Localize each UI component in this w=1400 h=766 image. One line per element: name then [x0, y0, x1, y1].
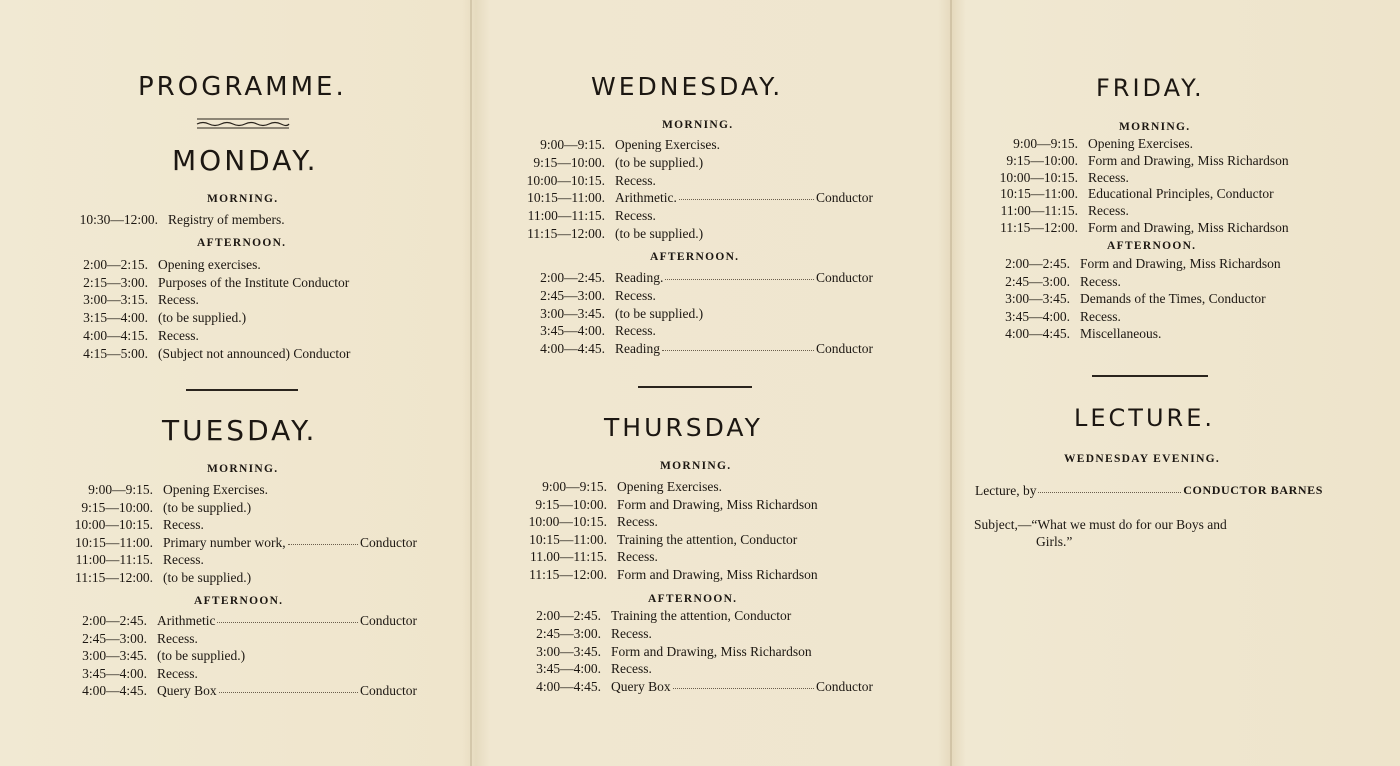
thursday-afternoon-label: AFTERNOON. [648, 593, 738, 605]
schedule-time: 10:15—11:00. [75, 534, 153, 550]
schedule-activity: (to be supplied.) [163, 570, 252, 585]
schedule-row [510, 323, 873, 339]
schedule-activity: Recess. [158, 327, 199, 343]
schedule-row [975, 274, 1330, 290]
schedule-activity: Recess. [615, 172, 656, 188]
schedule-activity: Recess. [158, 292, 199, 308]
schedule-row [55, 552, 417, 568]
schedule-row [510, 288, 873, 304]
schedule-conductor: Conductor [360, 534, 417, 550]
schedule-row [60, 328, 420, 344]
schedule-activity: (to be supplied.) [163, 499, 252, 515]
schedule-time: 3:00—3:45. [82, 648, 147, 664]
schedule-time: 10:15—11:00. [1000, 186, 1078, 202]
schedule-activity: (to be supplied.) [615, 154, 704, 170]
schedule-row [510, 497, 873, 513]
leader-dots [673, 679, 814, 689]
programme-title: PROGRAMME. [138, 72, 347, 102]
schedule-time: 3:45—4:00. [1005, 308, 1070, 324]
schedule-time: 10:00—10:15. [528, 514, 607, 530]
schedule-time: 10:15—11:00. [529, 531, 607, 547]
schedule-row [510, 306, 873, 322]
schedule-row [55, 613, 417, 629]
ornamental-divider [195, 116, 291, 130]
schedule-time: 2:00—2:45. [82, 613, 147, 628]
schedule-time: 2:45—3:00. [82, 630, 147, 646]
schedule-row [55, 500, 417, 516]
panel-right [950, 0, 1400, 766]
schedule-row [55, 648, 417, 664]
schedule-row [975, 256, 1330, 272]
schedule-row [510, 626, 873, 642]
schedule-activity: Recess. [617, 514, 658, 530]
schedule-activity: Recess. [1080, 273, 1121, 289]
schedule-row [975, 220, 1330, 236]
schedule-time: 2:00—2:45. [1005, 256, 1070, 271]
schedule-row [510, 567, 873, 583]
schedule-time: 4:15—5:00. [83, 345, 148, 361]
schedule-activity: Registry of members. [168, 212, 285, 227]
thursday-heading: THURSDAY [604, 413, 763, 442]
lecture-by-name: CONDUCTOR BARNES [1183, 483, 1323, 497]
tuesday-heading: TUESDAY. [162, 414, 318, 447]
schedule-time: 2:00—2:15. [83, 257, 148, 272]
schedule-row [510, 341, 873, 357]
schedule-activity: Recess. [1080, 308, 1121, 324]
schedule-time: 3:45—4:00. [82, 665, 147, 681]
schedule-activity: (Subject not announced) Conductor [158, 345, 351, 361]
schedule-activity: Recess. [615, 208, 656, 224]
thursday-morning-label: MORNING. [660, 460, 732, 472]
schedule-time: 11:15—12:00. [1000, 220, 1078, 235]
schedule-activity: Recess. [611, 625, 652, 641]
monday-heading: MONDAY. [172, 144, 319, 177]
schedule-activity: Opening Exercises. [615, 137, 720, 152]
schedule-time: 9:15—10:00. [533, 154, 605, 170]
schedule-time: 3:00—3:45. [540, 305, 605, 321]
lecture-subject-line2: Girls.” [1036, 534, 1073, 549]
schedule-time: 4:00—4:45. [540, 341, 605, 357]
schedule-row [60, 212, 420, 228]
schedule-activity: (to be supplied.) [615, 226, 704, 241]
schedule-time: 2:45—3:00. [1005, 273, 1070, 289]
leader-dots [1038, 483, 1181, 493]
schedule-time: 2:00—2:45. [540, 270, 605, 285]
schedule-row [975, 291, 1330, 307]
schedule-row [60, 275, 420, 291]
tuesday-morning-label: MORNING. [207, 463, 279, 475]
schedule-activity: Query Box [611, 679, 671, 695]
schedule-activity: Recess. [615, 323, 656, 339]
schedule-activity: Recess. [157, 665, 198, 681]
schedule-conductor: Conductor [816, 341, 873, 357]
schedule-row [510, 549, 873, 565]
schedule-row [975, 186, 1330, 202]
schedule-activity: Arithmetic. [615, 190, 677, 206]
schedule-conductor: Conductor [816, 679, 873, 695]
schedule-time: 9:00—9:15. [88, 482, 153, 497]
leader-dots [288, 535, 358, 545]
schedule-row [975, 153, 1330, 169]
schedule-activity: Form and Drawing, Miss Richardson [617, 567, 818, 582]
schedule-row [510, 514, 873, 530]
schedule-row [55, 482, 417, 498]
schedule-activity: Training the attention, Conductor [611, 608, 792, 623]
schedule-row [510, 608, 873, 624]
schedule-time: 2:15—3:00. [83, 274, 148, 290]
schedule-activity: Form and Drawing, Miss Richardson [611, 643, 812, 659]
schedule-time: 4:00—4:15. [83, 327, 148, 343]
friday-morning-label: MORNING. [1119, 121, 1191, 133]
leader-dots [219, 683, 358, 693]
schedule-time: 3:00—3:15. [83, 292, 148, 308]
lecture-by-label: Lecture, by [975, 483, 1037, 498]
schedule-activity: Reading [615, 341, 660, 357]
schedule-time: 9:00—9:15. [540, 137, 605, 152]
schedule-time: 3:00—3:45. [536, 643, 601, 659]
schedule-time: 11:15—12:00. [529, 567, 607, 582]
schedule-time: 11:15—12:00. [527, 226, 605, 241]
schedule-row [975, 170, 1330, 186]
schedule-row [55, 666, 417, 682]
schedule-activity: (to be supplied.) [158, 310, 247, 326]
schedule-time: 11:00—11:15. [75, 552, 153, 568]
monday-afternoon-label: AFTERNOON. [197, 237, 287, 249]
leader-dots [679, 190, 814, 200]
schedule-time: 10:15—11:00. [527, 190, 605, 206]
schedule-row [55, 683, 417, 699]
schedule-time: 9:00—9:15. [1013, 136, 1078, 151]
schedule-activity: Reading. [615, 270, 664, 285]
schedule-time: 10:30—12:00. [79, 212, 158, 227]
schedule-activity: Opening exercises. [158, 257, 261, 272]
schedule-activity: Miscellaneous. [1080, 326, 1162, 342]
schedule-row [510, 479, 873, 495]
schedule-row [510, 644, 873, 660]
schedule-time: 9:15—10:00. [1006, 152, 1078, 168]
schedule-time: 11.00—11:15. [530, 549, 607, 565]
schedule-row [510, 226, 873, 242]
schedule-activity: Form and Drawing, Miss Richardson [1088, 220, 1289, 235]
schedule-row [510, 173, 873, 189]
schedule-row [60, 257, 420, 273]
schedule-time: 3:45—4:00. [540, 323, 605, 339]
schedule-activity: Recess. [1088, 203, 1129, 219]
schedule-row [510, 137, 873, 153]
schedule-activity: Training the attention, Conductor [617, 531, 798, 547]
schedule-activity: Recess. [163, 552, 204, 568]
schedule-activity: Form and Drawing, Miss Richardson [617, 496, 818, 512]
schedule-time: 11:00—11:15. [527, 208, 605, 224]
lecture-heading: LECTURE. [1074, 404, 1215, 432]
schedule-activity: Recess. [163, 517, 204, 533]
schedule-row [60, 292, 420, 308]
schedule-row [975, 326, 1330, 342]
lecture-by-line [975, 483, 1323, 499]
schedule-time: 2:45—3:00. [540, 287, 605, 303]
schedule-conductor: Conductor [360, 613, 417, 628]
schedule-activity: Arithmetic [157, 613, 216, 628]
schedule-conductor: Conductor [360, 683, 417, 699]
schedule-time: 11:00—11:15. [1000, 203, 1078, 219]
schedule-activity: Opening Exercises. [617, 479, 722, 494]
schedule-time: 11:15—12:00. [75, 570, 153, 585]
friday-afternoon-label: AFTERNOON. [1107, 240, 1197, 252]
schedule-activity: Form and Drawing, Miss Richardson [1088, 152, 1289, 168]
schedule-activity: Recess. [615, 287, 656, 303]
friday-heading: FRIDAY. [1096, 74, 1205, 102]
schedule-time: 9:00—9:15. [542, 479, 607, 494]
schedule-activity: Query Box [157, 683, 217, 699]
schedule-activity: Primary number work, [163, 534, 286, 550]
schedule-activity: (to be supplied.) [157, 648, 246, 664]
panel-middle [470, 0, 950, 766]
wednesday-heading: WEDNESDAY. [591, 72, 784, 101]
schedule-activity: Opening Exercises. [163, 482, 268, 497]
schedule-row [55, 631, 417, 647]
schedule-time: 9:15—10:00. [535, 496, 607, 512]
schedule-row [55, 570, 417, 586]
schedule-activity: Recess. [617, 549, 658, 565]
section-divider [638, 386, 752, 388]
schedule-row [510, 679, 873, 695]
schedule-time: 3:15—4:00. [83, 310, 148, 326]
schedule-activity: Opening Exercises. [1088, 136, 1193, 151]
wednesday-afternoon-label: AFTERNOON. [650, 251, 740, 263]
schedule-conductor: Conductor [816, 190, 873, 206]
schedule-row [510, 190, 873, 206]
schedule-activity: Recess. [157, 630, 198, 646]
schedule-time: 10:00—10:15. [999, 169, 1078, 185]
schedule-activity: Recess. [1088, 169, 1129, 185]
schedule-row [975, 203, 1330, 219]
schedule-time: 9:15—10:00. [81, 499, 153, 515]
schedule-time: 10:00—10:15. [74, 517, 153, 533]
schedule-time: 3:45—4:00. [536, 661, 601, 677]
schedule-time: 4:00—4:45. [536, 679, 601, 695]
schedule-row [975, 309, 1330, 325]
monday-morning-label: MORNING. [207, 193, 279, 205]
schedule-activity: Purposes of the Institute Conductor [158, 274, 350, 290]
schedule-activity: (to be supplied.) [615, 305, 704, 321]
section-divider [186, 389, 298, 391]
schedule-time: 2:00—2:45. [536, 608, 601, 623]
leader-dots [662, 341, 814, 351]
schedule-row [510, 270, 873, 286]
schedule-row [510, 661, 873, 677]
schedule-time: 4:00—4:45. [1005, 326, 1070, 342]
panel-left [0, 0, 470, 766]
schedule-row [510, 155, 873, 171]
tuesday-afternoon-label: AFTERNOON. [194, 595, 284, 607]
schedule-activity: Recess. [611, 661, 652, 677]
schedule-row [60, 310, 420, 326]
schedule-row [510, 208, 873, 224]
lecture-subtitle: WEDNESDAY EVENING. [1064, 453, 1221, 465]
wednesday-morning-label: MORNING. [662, 119, 734, 131]
schedule-activity: Educational Principles, Conductor [1088, 186, 1274, 202]
schedule-activity: Demands of the Times, Conductor [1080, 291, 1266, 307]
schedule-row [975, 136, 1330, 152]
schedule-time: 4:00—4:45. [82, 683, 147, 699]
schedule-row [60, 346, 420, 362]
schedule-time: 3:00—3:45. [1005, 291, 1070, 307]
schedule-row [510, 532, 873, 548]
schedule-activity: Form and Drawing, Miss Richardson [1080, 256, 1281, 271]
schedule-conductor: Conductor [816, 270, 873, 285]
leader-dots [665, 270, 814, 280]
schedule-row [55, 517, 417, 533]
schedule-time: 2:45—3:00. [536, 625, 601, 641]
section-divider [1092, 375, 1208, 377]
lecture-subject-line1: Subject,—“What we must do for our Boys and [974, 517, 1227, 532]
schedule-row [55, 535, 417, 551]
leader-dots [217, 613, 358, 623]
schedule-time: 10:00—10:15. [526, 172, 605, 188]
